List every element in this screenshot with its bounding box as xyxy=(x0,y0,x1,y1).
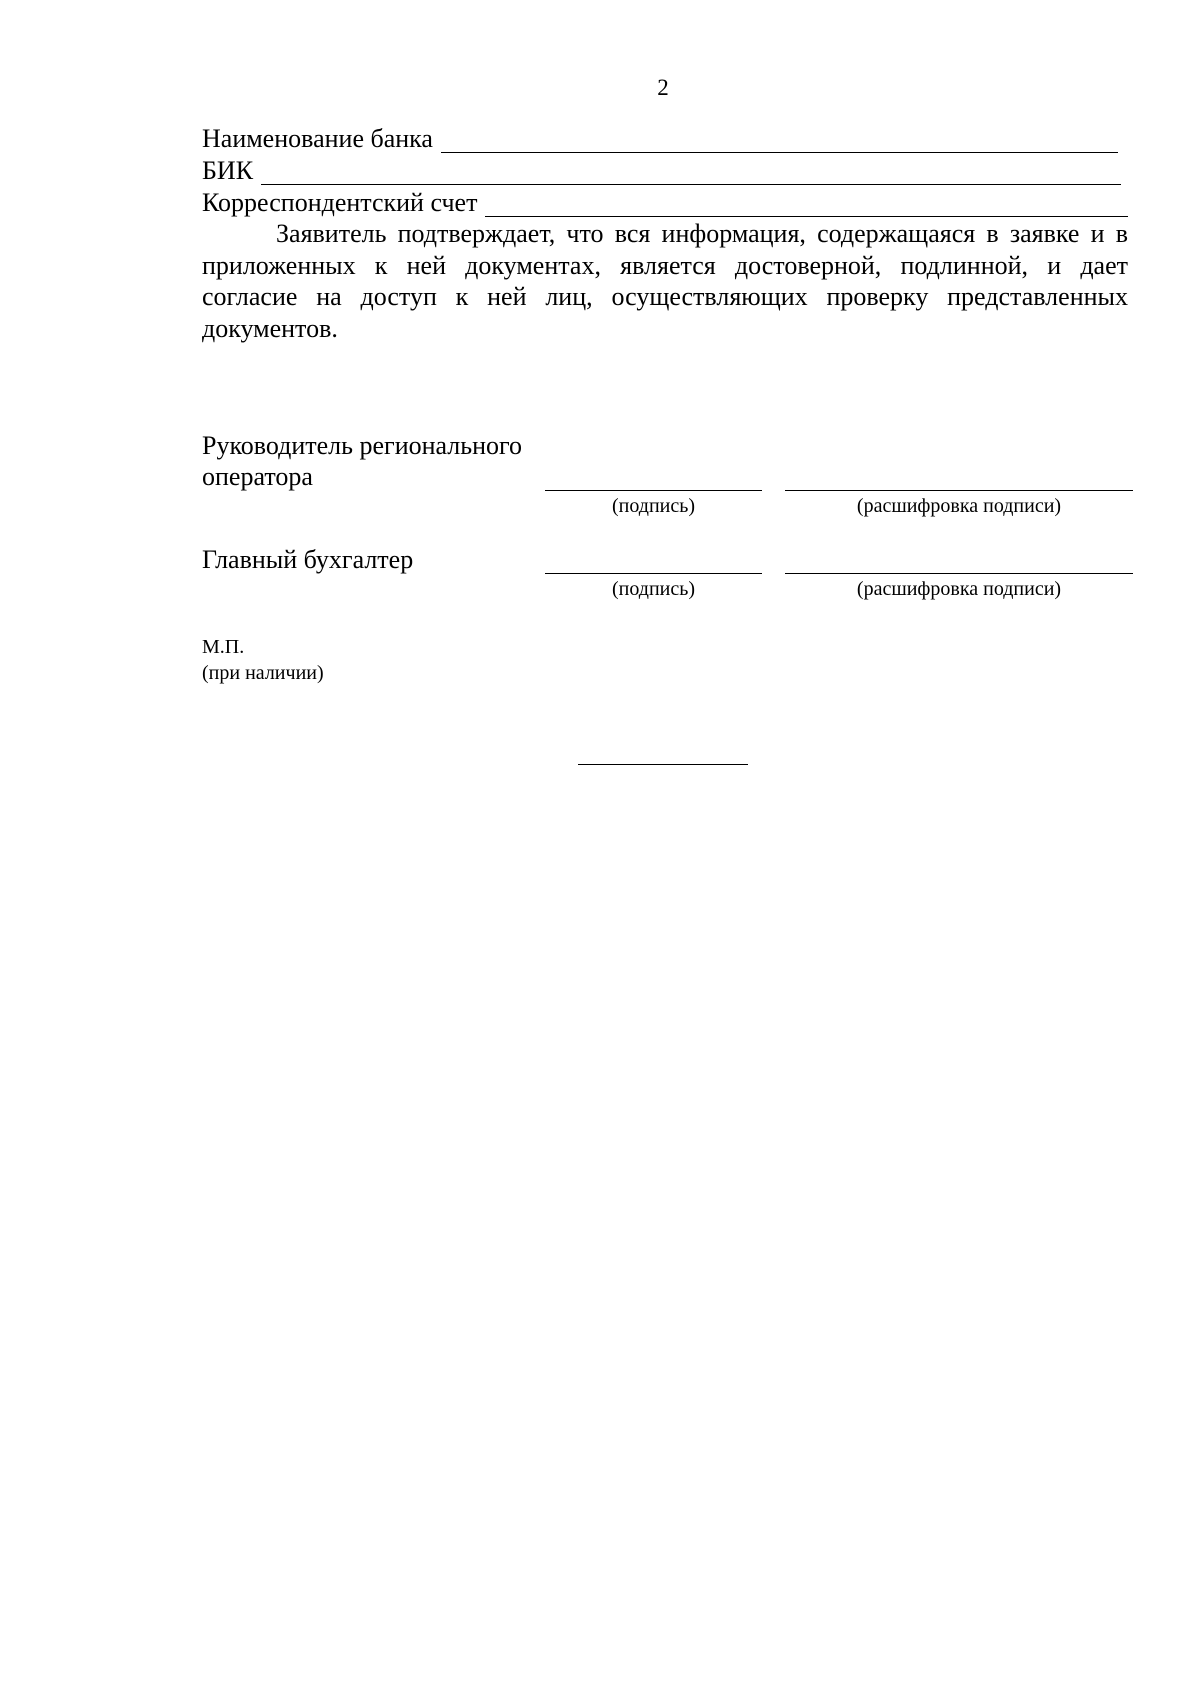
page-number: 2 xyxy=(657,75,669,100)
accountant-signature-line xyxy=(545,573,762,574)
bik-blank-line xyxy=(261,159,1121,185)
stamp-label: М.П. xyxy=(202,636,245,658)
accountant-signature-label: Главный бухгалтер xyxy=(202,545,414,574)
head-signature-label xyxy=(202,430,522,492)
accountant-decryption-line xyxy=(785,573,1133,574)
head-signature-line xyxy=(545,490,762,491)
end-separator-line xyxy=(578,764,748,765)
corr-account-label: Корреспондентский счет xyxy=(202,188,478,217)
stamp-note: (при наличии) xyxy=(202,662,324,684)
stamp-place xyxy=(202,634,324,686)
accountant-decryption-caption: (расшифровка подписи) xyxy=(856,578,1062,600)
accountant-signature-caption: (подпись) xyxy=(611,578,696,600)
bank-name-field xyxy=(202,124,1118,154)
bank-name-label: Наименование банка xyxy=(202,124,433,153)
applicant-statement: Заявитель подтверждает, что вся информация, содержащаяся в заявке и в приложенных к ней документах, является достоверной, подлинной, и дает согласие на доступ к ней лиц, осуществляющих проверку представленных документов. xyxy=(202,219,1128,343)
head-decryption-caption: (расшифровка подписи) xyxy=(856,495,1062,517)
bik-field xyxy=(202,156,1121,186)
head-label-line1: Руководитель регионального xyxy=(202,431,523,460)
corr-account-blank-line xyxy=(485,191,1128,217)
head-decryption-line xyxy=(785,490,1133,491)
head-signature-caption: (подпись) xyxy=(611,495,696,517)
corr-account-field xyxy=(202,188,1128,218)
bik-label: БИК xyxy=(202,156,254,185)
head-label-line2: оператора xyxy=(202,462,313,491)
bank-name-blank-line xyxy=(441,127,1118,153)
